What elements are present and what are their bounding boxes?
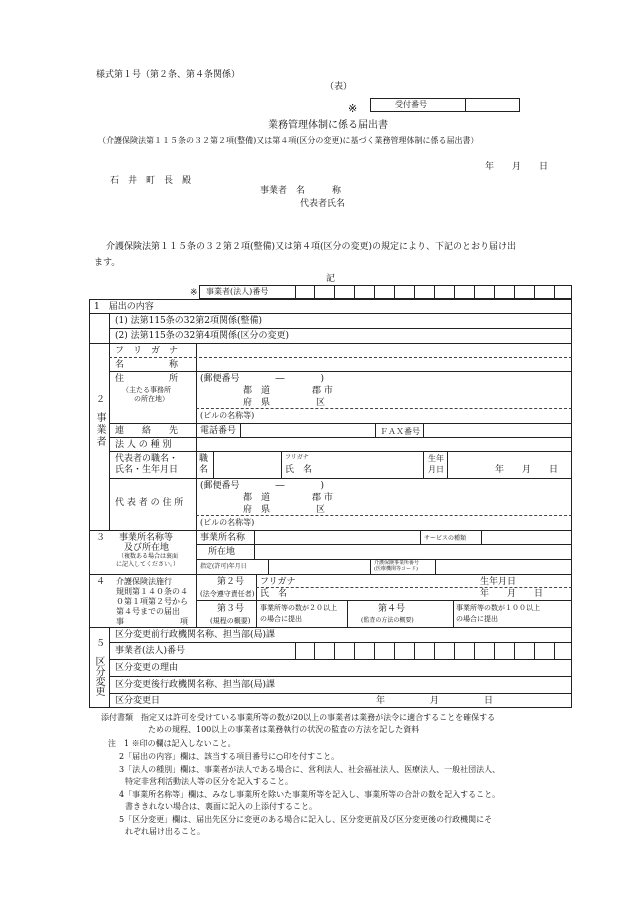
rep-city-label-1: 郡 市	[312, 493, 333, 503]
postal-code: (郵便番号 ― )	[200, 374, 325, 384]
note-2: 2「届出の内容」欄は、該当する項目番号に○印を付すこと。	[119, 752, 340, 761]
section2-num: ２	[96, 395, 106, 405]
rep-city-label-2: 区	[316, 505, 326, 515]
change-after-label: 区分変更後行政機関名称、担当部(局)課	[115, 680, 276, 690]
change-before-label: 区分変更前行政機関名称、担当部(局)課	[115, 630, 276, 640]
shoku-label: 職	[199, 454, 209, 464]
note-4b: 書ききれない場合は、裏面に記入の上添付すること。	[125, 802, 317, 811]
body-text-1: 介護保険法第１１５条の３２第２項(整備)又は第４項(区分の変更)の規定により、下記のとおり届け出	[106, 242, 517, 252]
rep-pref-label-1: 都 道	[243, 493, 271, 503]
rep-birth-date: 年 月 日	[495, 465, 559, 475]
no2-birth-label: 生年月日	[480, 577, 517, 587]
rep-shimei-label: 氏 名	[285, 465, 313, 475]
office-name-label: 事業所名称	[200, 533, 246, 543]
note-5b: れぞれ届け出ること。	[125, 827, 205, 836]
rep-title-label-1: 代表者の職名・	[115, 454, 179, 464]
operator-no-mark: ※	[190, 288, 198, 298]
receipt-box	[370, 98, 520, 112]
no3-sub-label: (規程の概要)	[210, 617, 251, 625]
address-sub1: （主たる事務所	[122, 386, 171, 394]
mei-label: 名	[199, 465, 209, 475]
section3-num: ３	[96, 533, 106, 543]
insurance-no-label-1: 介護保険事業所番号	[374, 560, 420, 566]
section4-label-5: 事 項	[116, 617, 188, 626]
attachment-note-2: ための規程、100以上の事業者は業務執行の状況の監査の方法を記した資料	[148, 725, 420, 734]
over100-label-2: の場合に提出	[456, 615, 498, 623]
address-sub2: の所在地）	[134, 395, 169, 403]
over20-label-2: の場合に提出	[260, 615, 302, 623]
no4-label: 第４号	[378, 604, 406, 614]
operator-name-label: 事業者 名 称	[260, 186, 342, 196]
building-label: (ビルの名称等)	[200, 411, 255, 420]
document-subtitle: （介護保険法第１１５条の３２第２項(整備)又は第４項(区分の変更)に基づく業務管理体制に係る届出書）	[98, 136, 479, 145]
note-3b: 特定非営利活動法人等の区分を記入すること。	[125, 777, 293, 786]
section4-label-4: 第４号までの届出	[116, 607, 180, 616]
pref-label-2: 府 県	[243, 398, 271, 408]
address-label: 住 所	[115, 374, 179, 384]
pref-label-1: 都 道	[243, 386, 271, 396]
tel-label: 電話番号	[200, 426, 237, 436]
furigana-label: フ リ ガ ナ	[115, 346, 179, 356]
ki-label: 記	[326, 274, 336, 284]
section4-label-3: ０第１項第２号から	[116, 597, 188, 606]
section3-label-1: 事業所名称等	[119, 533, 174, 543]
submission-date: 年 月 日	[485, 162, 549, 172]
service-type-label: サービスの種類	[424, 535, 467, 542]
no4-sub-label: (監査の方法の概要)	[361, 617, 414, 624]
note-4a: 4「事業所名称等」欄は、みなし事業所を除いた事業所等を記入し、事業所等の合計の数を記入すること。	[119, 790, 501, 799]
rep-birth-label-2: 月日	[428, 465, 444, 474]
section4-label-2: 規則第１４０条の４	[116, 587, 188, 596]
section1-item1: (1) 法第115条の32第2項関係(整備)	[115, 316, 262, 326]
section3-label-2: 及び所在地	[124, 543, 170, 553]
no2-sub-label: (法令遵守責任者)	[200, 590, 255, 598]
receipt-label: 受付番号	[395, 100, 427, 109]
section3-label-3: （複数ある場合は裏面	[118, 553, 179, 560]
operator-no-label: 事業者(法人)番号	[206, 287, 269, 296]
rep-pref-label-2: 府 県	[243, 505, 271, 515]
section1-title: 1 届出の内容	[94, 302, 154, 312]
section3-label-4: に記入してください。）	[116, 561, 180, 568]
representative-label: 代表者氏名	[300, 199, 346, 209]
attachment-note-1: 添付書類 指定又は許可を受けている事業所等の数が20以上の事業者は業務が法令に適合することを確保する	[101, 713, 496, 722]
receipt-mark: ※	[348, 102, 358, 115]
section2-side-label: 事業者	[94, 412, 105, 448]
change-date-label: 区分変更日	[115, 696, 161, 706]
change-reason-label: 区分変更の理由	[115, 663, 179, 673]
note-5a: 5「区分変更」欄は、届出先区分に変更のある場合に記入し、区分変更前及び区分変更後の行政機関にそ	[119, 815, 493, 824]
section5-side-label: 区分変更	[93, 656, 104, 696]
rep-birth-label-1: 生年	[428, 454, 444, 463]
fax-label: ＦＡＸ番号	[380, 427, 420, 436]
rep-postal-code: (郵便番号 ― )	[200, 481, 325, 491]
rep-furigana-label: フリガナ	[285, 454, 309, 461]
city-label-1: 郡 市	[312, 386, 333, 396]
location-label: 所在地	[208, 547, 236, 557]
change-date-value: 年 月 日	[376, 696, 494, 706]
no2-furigana-label: フリガナ	[260, 577, 296, 587]
contact-label: 連 絡 先	[115, 426, 179, 436]
section5-num: ５	[96, 639, 106, 649]
front-label: （表）	[325, 82, 353, 92]
no3-label: 第３号	[217, 604, 245, 614]
over20-label-1: 事業所等の数が２０以上	[260, 604, 337, 612]
designation-date-label: 指定(許可)年月日	[200, 563, 247, 570]
document-title: 業務管理体制に係る届出書	[268, 120, 388, 131]
company-name-label: 名 称	[115, 360, 179, 370]
no2-shimei-label: 氏 名	[260, 589, 288, 599]
city-label-2: 区	[316, 398, 326, 408]
section1-item2: (2) 法第115条の32第4項関係(区分の変更)	[115, 331, 289, 341]
section4-label-1: 介護保険法施行	[116, 577, 172, 586]
note-3a: 3「法人の種別」欄は、事業者が法人である場合に、営利法人、社会福祉法人、医療法人、一般社団法人、	[119, 765, 501, 774]
rep-address-label: 代 表 者 の 住 所	[115, 498, 184, 508]
over100-label-1: 事業所等の数が１００以上	[456, 604, 540, 612]
rep-title-label-2: 氏名・生年月日	[115, 465, 179, 475]
rep-building-label: (ビルの名称等)	[200, 518, 255, 527]
no2-label: 第２号	[217, 577, 245, 587]
no2-birth-date: 年 月 日	[480, 589, 544, 599]
section4-num: ４	[96, 577, 106, 587]
body-text-2: ます。	[94, 258, 121, 268]
form-number: 様式第１号（第２条、第４条関係）	[96, 70, 241, 80]
addressee: 石 井 町 長 殿	[110, 176, 192, 186]
note-1: 注 1 ※印の欄は記入しないこと。	[108, 739, 236, 748]
insurance-no-label-2: (医療機関等コード)	[374, 566, 418, 572]
change-op-no-label: 事業者(法人)番号	[115, 646, 186, 656]
corp-type-label: 法 人 の 種 別	[115, 440, 172, 450]
